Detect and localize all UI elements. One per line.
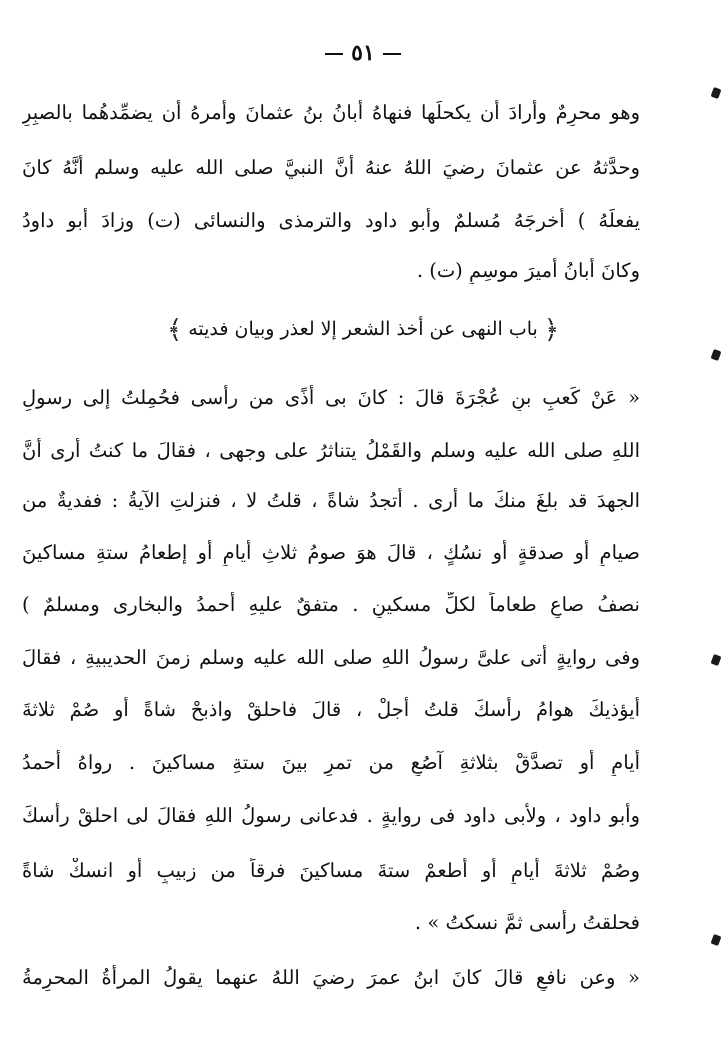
text-line: أيؤذيكَ هوامُ رأسكَ قلتُ أجلْ ، قالَ فاحلقْ واذبحْ شاةً أو صُمْ ثلاثةَ — [22, 698, 640, 721]
text-line: وفى روايةٍ أتى علىَّ رسولُ اللهِ صلى الله عليه وسلم زمنَ الحديبيةِ ، فقالَ — [22, 646, 640, 669]
margin-ink-mark — [711, 87, 722, 99]
text-line: وصُمْ ثلاثةَ أيامٍ أو أطعمْ ستةَ مساكينَ فرقاً من زبيبٍ أو انسكْ شاةً — [22, 859, 640, 882]
page-number-dash-right — [383, 53, 401, 55]
text-line: وأبو داود ، ولأبى داود فى روايةٍ . فدعانى رسولُ اللهِ فقالَ لى احلقْ رأسكَ — [22, 804, 640, 827]
text-line: وحدَّثهُ عن عثمانَ رضيَ اللهُ عنهُ أنَّ النبيَّ صلى الله عليه وسلم أنَّهُ كانَ — [22, 156, 640, 179]
chapter-heading-text: باب النهى عن أخذ الشعر إلا لعذر وبيان فديته — [188, 318, 538, 340]
text-line: نصفُ صاعٍ طعاماً لكلِّ مسكينٍ . متفقٌ عليهِ أحمدُ والبخارى ومسلمٌ ) — [22, 593, 640, 616]
page-number-dash-left — [325, 53, 343, 55]
margin-ink-mark — [711, 349, 722, 361]
text-line: « عَنْ كَعبِ بنِ عُجْرَةَ قالَ : كانَ بى أذًى من رأسى فحُمِلتُ إلى رسولِ — [22, 386, 640, 409]
text-line: « وعن نافعٍ قالَ كانَ ابنُ عمرَ رضيَ اللهُ عنهما يقولُ المرأةُ المحرِمةُ — [22, 966, 640, 989]
page-number-value: ٥١ — [351, 40, 375, 66]
text-line: اللهِ صلى الله عليه وسلم والقَمْلُ يتناثرُ على وجهى ، فقالَ ما كنتُ أرى أنَّ — [22, 439, 640, 462]
text-line: فحلقتُ رأسى ثمَّ نسكتُ » . — [414, 911, 640, 934]
heading-bracket-left: ﴾ — [166, 315, 183, 345]
heading-bracket-right: ﴿ — [543, 315, 560, 345]
text-line: يفعلَهُ ) أخرجَهُ مُسلمٌ وأبو داود والترمذى والنسائى (ت) وزادَ أبو داودُ — [22, 209, 640, 232]
text-line: صيامٍ أو صدقةٍ أو نسُكٍ ، قالَ هوَ صومُ ثلاثِ أيامٍ أو إطعامُ ستةِ مساكينَ — [22, 541, 640, 564]
text-line: وكانَ أبانُ أميرَ موسِمٍ (ت) . — [416, 259, 640, 282]
margin-ink-mark — [711, 654, 722, 666]
margin-ink-mark — [711, 934, 722, 946]
page-number — [0, 40, 726, 66]
chapter-heading — [0, 315, 726, 345]
text-line: أيامٍ أو تصدَّقْ بثلاثةِ آصُعٍ من تمرٍ بينَ ستةِ مساكينَ . رواهُ أحمدُ — [22, 751, 640, 774]
text-line: وهو محرِمٌ وأرادَ أن يكحلَها فنهاهُ أبانُ بنُ عثمانَ وأمرهُ أن يضمِّدهُما بالصبِرِ — [22, 101, 640, 124]
text-line: الجهدَ قد بلغَ منكَ ما أرى . أتجدُ شاةً ، قلتُ لا ، فنزلتِ الآيةُ : ففديةٌ من — [22, 489, 640, 512]
